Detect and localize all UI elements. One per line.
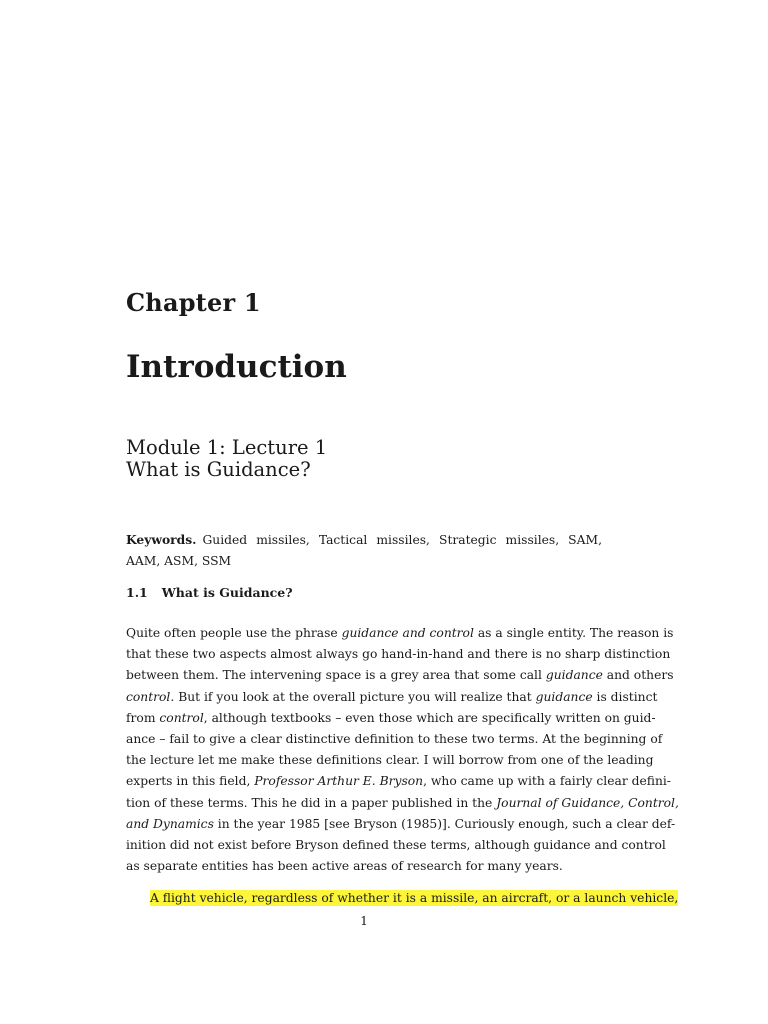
- paragraph-line: tion of these terms. This he did in a paper published in the Journal of Guidance, Control,: [126, 795, 679, 810]
- paragraph-line: from control, although textbooks – even those which are specifically written on guid-: [126, 710, 656, 725]
- keywords-paragraph: [126, 529, 602, 572]
- module-topic-line: What is Guidance?: [126, 458, 311, 481]
- emphasis-text: guidance: [545, 668, 603, 683]
- module-lecture-line: Module 1: Lecture 1: [126, 436, 328, 459]
- emphasis-text: guidance: [535, 689, 593, 704]
- highlighted-text: A flight vehicle, regardless of whether it is a missile, an aircraft, or a launch vehicle,: [150, 891, 679, 905]
- emphasis-text: control.: [126, 689, 175, 704]
- emphasis-text: guidance and control: [341, 626, 474, 640]
- keywords-label: Keywords.: [126, 532, 197, 547]
- keywords-text: Guided missiles, Tactical missiles, Strategic missiles, SAM, AAM, ASM, SSM: [126, 533, 602, 568]
- paragraph-line: experts in this field, Professor Arthur E. Bryson, who came up with a fairly clear defini-: [126, 774, 671, 789]
- paragraph-line: Quite often people use the phrase guidance and control as a single entity. The reason is: [126, 626, 674, 640]
- module-heading: [126, 437, 327, 481]
- page-number: 1: [360, 914, 368, 928]
- section-title: What is Guidance?: [161, 585, 293, 600]
- paragraph-line: between them. The intervening space is a grey area that some call guidance and others: [126, 668, 674, 683]
- emphasis-text: and Dynamics: [126, 816, 214, 831]
- section-heading: [126, 585, 293, 600]
- section-number: 1.1: [126, 585, 148, 600]
- emphasis-text: Professor Arthur E. Bryson: [254, 774, 424, 789]
- emphasis-text: control: [159, 710, 204, 725]
- paragraph-line: the lecture let me make these definitions clear. I will borrow from one of the leading: [126, 753, 654, 768]
- paragraph-line: that these two aspects almost always go hand-in-hand and there is no sharp distinction: [126, 647, 671, 662]
- chapter-label: Chapter 1: [126, 288, 261, 317]
- highlighted-sentence: [150, 888, 679, 908]
- paragraph-line: and Dynamics in the year 1985 [see Bryson (1985)]. Curiously enough, such a clear def-: [126, 816, 676, 831]
- paragraph-line: inition did not exist before Bryson defined these terms, although guidance and control: [126, 837, 666, 852]
- paragraph-line: as separate entities has been active areas of research for many years.: [126, 859, 563, 874]
- paragraph-line: control. But if you look at the overall picture you will realize that guidance is distinct: [126, 689, 658, 704]
- chapter-title: Introduction: [126, 349, 347, 385]
- body-paragraph: [126, 623, 679, 877]
- paragraph-line: ance – fail to give a clear distinctive definition to these two terms. At the beginning of: [126, 731, 663, 746]
- emphasis-text: Journal of Guidance, Control,: [496, 795, 679, 810]
